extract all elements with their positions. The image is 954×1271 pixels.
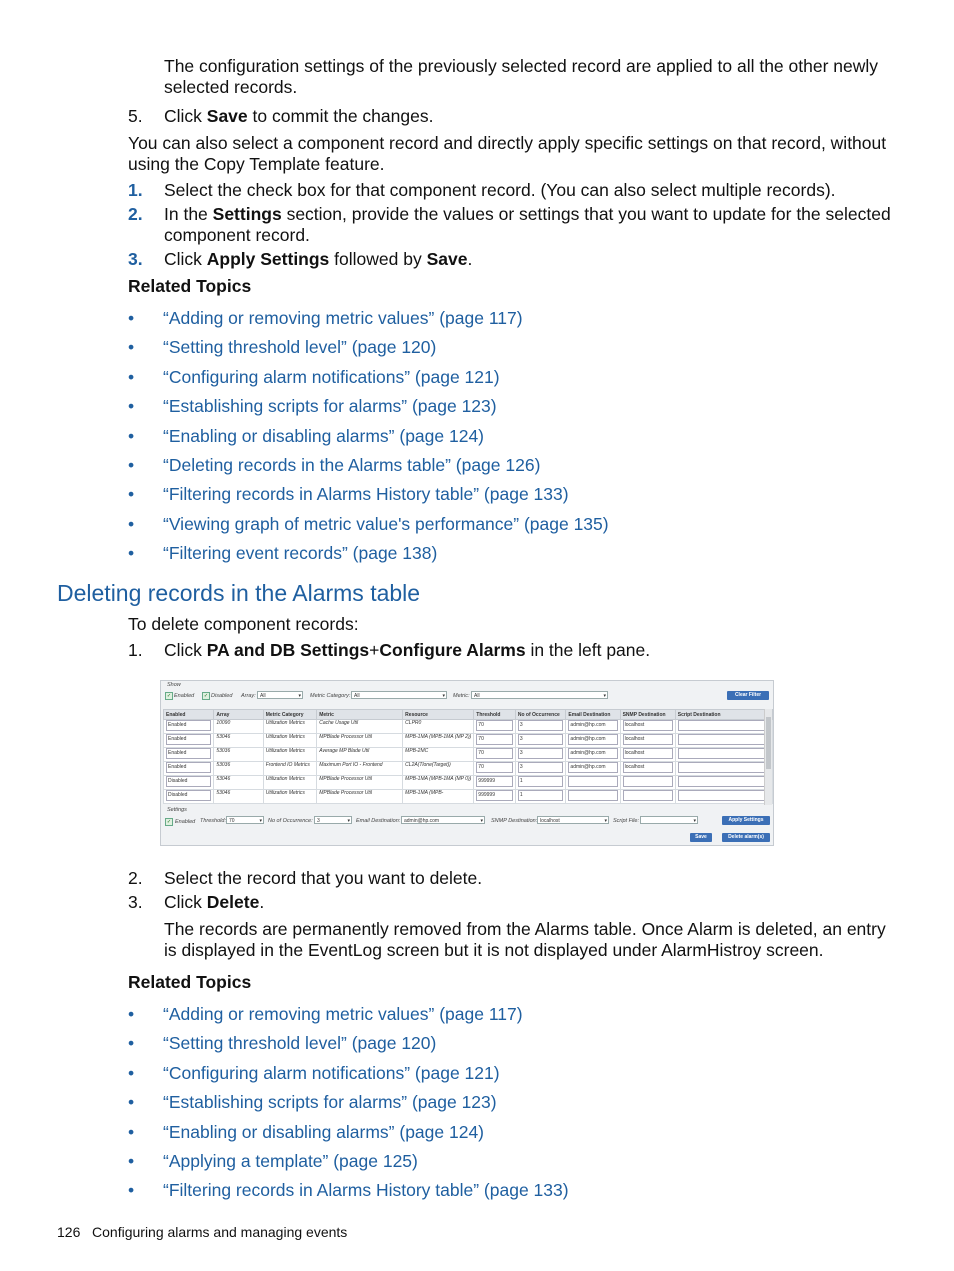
category-cell: Utilization Metrics [263,748,316,762]
step-1-text: Select the check box for that component record. (You can also select multiple records). [164,180,836,200]
email-input[interactable] [568,790,617,801]
scrollbar-thumb[interactable] [766,717,771,769]
section-intro: To delete component records: [128,614,359,634]
script-input[interactable] [678,776,770,787]
array-cell: 53046 [214,776,263,790]
metric-filter-label: Metric: [453,693,470,699]
step-5-text: Click Save to commit the changes. [164,106,434,126]
email-input[interactable]: admin@hp.com [568,734,617,745]
script-file-label: Script File: [613,818,639,824]
table-row[interactable] [164,762,773,776]
occurrence-input[interactable]: 3 [518,762,564,773]
table-row[interactable] [164,776,773,790]
related-topics-heading: Related Topics [128,276,252,296]
category-cell: Utilization Metrics [263,734,316,748]
array-cell: 53046 [214,734,263,748]
save-button[interactable]: Save [690,833,712,842]
snmp-input[interactable] [623,790,673,801]
intro-paragraph: The configuration settings of the previously selected record are applied to all the other newly selected records. [164,56,879,97]
disabled-filter-checkbox[interactable]: ✓ [203,693,209,699]
metric-cell: Maximum Port IO - Frontend [317,762,403,776]
table-row[interactable] [164,748,773,762]
email-settings-input[interactable]: admin@hp.com ▾ [401,816,485,824]
step-number: 3. [128,249,143,269]
threshold-label: Threshold: [200,818,226,824]
related-link[interactable]: “Applying a template” (page 125) [163,1150,418,1171]
section-step-2-text: Select the record that you want to delete. [164,868,483,888]
metric-cell: MPBlade Processor Util [317,734,403,748]
resource-cell: MPB-1MA (MPB- [403,790,474,804]
email-input[interactable] [568,776,617,787]
threshold-input[interactable]: 70 [476,734,513,745]
threshold-input[interactable]: 999999 [476,790,513,801]
page-number: 126 [57,1224,81,1240]
threshold-input[interactable]: 70 [476,762,513,773]
delete-alarms-button[interactable]: Delete alarm(s) [722,833,770,842]
category-cell: Utilization Metrics [263,790,316,804]
resource-cell: CLPR0 [403,720,474,734]
chapter-title: Configuring alarms and managing events [92,1224,348,1240]
threshold-settings-input[interactable]: 70 ▾ [226,816,264,824]
resource-cell: MPB-2MC [403,748,474,762]
script-input[interactable] [678,748,770,759]
column-header[interactable]: Script Destination [675,710,772,720]
column-header[interactable]: Enabled [164,710,214,720]
category-cell: Frontend IO Metrics [263,762,316,776]
script-input[interactable] [678,720,770,731]
threshold-input[interactable]: 999999 [476,776,513,787]
resource-cell: CL2A(Tlone(Target)) [403,762,474,776]
related-link[interactable]: “Filtering event records” (page 138) [163,543,438,564]
enabled-select[interactable]: Enabled [166,720,211,731]
settings-label: Settings [167,807,187,813]
array-filter-label: Array: [241,693,256,699]
step-number: 1. [128,180,143,200]
related-link[interactable]: “Adding or removing metric values” (page 117) [163,308,523,328]
intro-paragraph-2: You can also select a component record and directly apply specific settings on that record, without using the Copy Template feature. [128,133,887,174]
section-title: Deleting records in the Alarms table [57,580,421,606]
page-footer [57,1224,347,1240]
array-cell: 53046 [214,790,263,804]
snmp-settings-input[interactable]: localhost ▾ [537,816,609,824]
related-link[interactable]: “Establishing scripts for alarms” (page 123) [163,1092,497,1113]
metric-cell: Average MP Blade Util [317,748,403,762]
enabled-select[interactable]: Enabled [166,762,211,773]
related-link[interactable]: “Adding or removing metric values” (page 117) [163,1004,523,1024]
column-header[interactable]: SNMP Destination [620,710,675,720]
snmp-input[interactable]: localhost [623,720,673,731]
table-scrollbar[interactable] [764,709,772,805]
related-link[interactable]: “Enabling or disabling alarms” (page 124) [163,425,485,446]
metric-category-filter-select[interactable]: All ▾ [351,691,447,699]
script-file-input[interactable] [640,816,698,824]
column-header[interactable]: Metric Category [263,710,316,720]
email-input[interactable]: admin@hp.com [568,762,617,773]
snmp-label: SNMP Destination: [491,818,538,824]
category-cell: Utilization Metrics [263,720,316,734]
threshold-input[interactable]: 70 [476,748,513,759]
clear-filter-button[interactable]: Clear Filter [727,691,769,700]
occurrence-input[interactable]: 3 [518,734,564,745]
apply-settings-button[interactable]: Apply Settings [722,816,770,825]
step-3-text: Click Apply Settings followed by Save. [164,249,473,269]
related-topics-heading: Related Topics [128,972,252,992]
step-2-text: In the Settings section, provide the values or settings that you want to update for the selected component record. [164,204,891,245]
occurrence-input[interactable]: 1 [518,790,564,801]
table-row[interactable] [164,734,773,748]
enabled-select[interactable]: Enabled [166,748,211,759]
metric-category-filter-label: Metric Category: [310,693,351,699]
occurrence-input[interactable]: 3 [518,748,564,759]
enabled-select[interactable]: Enabled [166,734,211,745]
related-link[interactable]: “Setting threshold level” (page 120) [163,1033,437,1054]
occurrence-settings-input[interactable]: 3 ▾ [314,816,352,824]
metric-cell: Cache Usage Util [317,720,403,734]
alarms-table [163,709,773,804]
snmp-input[interactable]: localhost [623,762,673,773]
related-link[interactable]: “Configuring alarm notifications” (page 121) [163,1062,500,1083]
email-label: Email Destination: [356,818,401,824]
step-number: 2. [128,204,143,224]
show-label: Show [167,682,181,688]
metric-cell: MPBlade Processor Util [317,790,403,804]
column-header[interactable]: Metric [317,710,403,720]
email-input[interactable]: admin@hp.com [568,748,617,759]
step-number: 3. [128,892,143,912]
enabled-filter-checkbox[interactable]: ✓ [166,693,172,699]
metric-cell: MPBlade Processor Util [317,776,403,790]
step-number: 5. [128,106,143,126]
occurrence-label: No of Occurrence: [268,818,313,824]
column-header[interactable]: No of Occurrence [515,710,566,720]
snmp-input[interactable]: localhost [623,748,673,759]
resource-cell: MPB-1MA (MPB-1MA (MP 0)) [403,776,474,790]
email-input[interactable]: admin@hp.com [568,720,617,731]
category-cell: Utilization Metrics [263,776,316,790]
related-link[interactable]: “Establishing scripts for alarms” (page 123) [163,396,497,417]
array-cell: 53036 [214,762,263,776]
table-row[interactable] [164,720,773,734]
section-paragraph: The records are permanently removed from the Alarms table. Once Alarm is deleted, an entry is displayed in the EventLog screen but it is not displayed under AlarmHistroy screen. [164,919,886,960]
related-link[interactable]: “Enabling or disabling alarms” (page 124) [163,1121,485,1142]
script-input[interactable] [678,762,770,773]
enabled-select[interactable]: Disabled [166,790,211,801]
metric-filter-select[interactable]: All ▾ [471,691,608,699]
section-step-1-text: Click PA and DB Settings+Configure Alarms in the left pane. [164,640,651,660]
related-link[interactable]: “Configuring alarm notifications” (page 121) [163,366,500,387]
snmp-input[interactable] [623,776,673,787]
array-cell: 10090 [214,720,263,734]
related-link[interactable]: “Deleting records in the Alarms table” (page 126) [163,454,541,475]
enabled-select[interactable]: Disabled [166,776,211,787]
enabled-filter-label: Enabled [174,693,195,699]
section-step-3-text: Click Delete. [164,892,265,912]
array-filter-select[interactable]: All ▾ [257,691,303,699]
table-row[interactable] [164,790,773,804]
disabled-filter-label: Disabled [211,693,233,699]
occurrence-input[interactable]: 3 [518,720,564,731]
configure-alarms-screenshot [160,680,774,846]
step-number: 2. [128,868,143,888]
column-header[interactable]: Email Destination [566,710,620,720]
related-link[interactable]: “Filtering records in Alarms History table” (page 133) [163,484,569,505]
related-link[interactable]: “Viewing graph of metric value's performance” (page 135) [163,513,609,534]
threshold-input[interactable]: 70 [476,720,513,731]
column-header[interactable]: Threshold [474,710,516,720]
occurrence-input[interactable]: 1 [518,776,564,787]
column-header[interactable]: Array [214,710,263,720]
related-link[interactable]: “Setting threshold level” (page 120) [163,337,437,358]
snmp-input[interactable]: localhost [623,734,673,745]
related-link[interactable]: “Filtering records in Alarms History table” (page 133) [163,1180,569,1201]
settings-enabled-checkbox[interactable]: ✓ [166,819,172,825]
script-input[interactable] [678,790,770,801]
script-input[interactable] [678,734,770,745]
array-cell: 53036 [214,748,263,762]
settings-enabled-label: Enabled [175,819,196,825]
resource-cell: MPB-1MA (MPB-1MA (MP 2)) [403,734,474,748]
step-number: 1. [128,640,143,660]
column-header[interactable]: Resource [403,710,474,720]
